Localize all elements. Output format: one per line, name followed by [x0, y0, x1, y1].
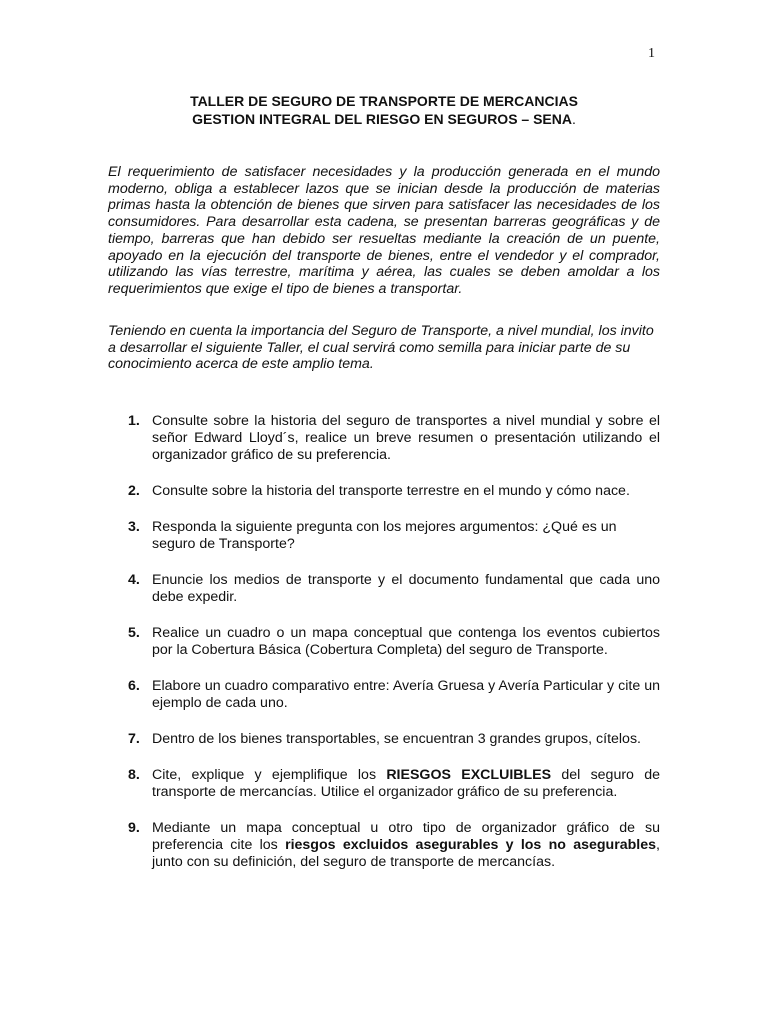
item-text-pre: Mediante un mapa conceptual u otro tipo de organizador gráfico de su preferencia cite los — [152, 820, 660, 853]
item-text-bold: riesgos excluidos asegurables y los no asegurables — [285, 837, 657, 853]
item-text-post: del seguro de transporte de mercancías. Utilice el organizador gráfico de su preferencia. — [152, 767, 660, 800]
list-item — [108, 820, 660, 871]
item-text — [152, 767, 660, 800]
item-text: Consulte sobre la historia del seguro de transportes a nivel mundial y sobre el señor Edward Lloyd´s, realice un breve resumen o presentación utilizando el organizador gráfico de su preferencia. — [152, 413, 660, 463]
title-line-1: TALLER DE SEGURO DE TRANSPORTE DE MERCANCIAS — [190, 93, 578, 109]
item-text: Responda la siguiente pregunta con los mejores argumentos: ¿Qué es un seguro de Transporte? — [152, 519, 617, 552]
list-item — [108, 413, 660, 464]
list-item — [108, 519, 660, 553]
item-number: 1. — [128, 413, 140, 429]
list-item — [108, 731, 660, 748]
list-item — [108, 483, 660, 500]
item-text: Consulte sobre la historia del transporte terrestre en el mundo y cómo nace. — [152, 483, 630, 499]
document-title — [0, 92, 768, 128]
item-number: 6. — [128, 678, 140, 694]
item-text: Realice un cuadro o un mapa conceptual que contenga los eventos cubiertos por la Cobertura Básica (Cobertura Completa) del seguro de Transporte. — [152, 625, 660, 658]
item-text: Dentro de los bienes transportables, se encuentran 3 grandes grupos, cítelos. — [152, 731, 641, 747]
item-text: Enuncie los medios de transporte y el documento fundamental que cada uno debe expedir. — [152, 572, 660, 605]
item-number: 2. — [128, 483, 140, 499]
intro-paragraph-1: El requerimiento de satisfacer necesidades y la producción generada en el mundo moderno, obliga a establecer lazos que se inician desde la producción de materias primas hasta la obtención de bienes que sirven para satisfacer las necesidades de los consumidores. Para desarrollar esta cadena, se presentan barreras geográficas y de tiempo, barreras que han debido ser resueltas mediante la creación de un puente, apoyado en la ejecución del transporte de bienes, entre el vendedor y el comprador, utilizando las vías terrestre, marítima y aérea, las cuales se deben amoldar a los requerimientos que exige el tipo de bienes a transportar. — [108, 164, 660, 297]
page-number: 1 — [648, 46, 655, 61]
item-number: 5. — [128, 625, 140, 641]
title-line-2-main: GESTION INTEGRAL DEL RIESGO EN SEGUROS – SENA — [192, 111, 572, 127]
item-text: Elabore un cuadro comparativo entre: Avería Gruesa y Avería Particular y cite un ejemplo de cada uno. — [152, 678, 660, 711]
item-number: 4. — [128, 572, 140, 588]
item-number: 7. — [128, 731, 140, 747]
intro-paragraph-2: Teniendo en cuenta la importancia del Seguro de Transporte, a nivel mundial, los invito a desarrollar el siguiente Taller, el cual servirá como semilla para iniciar parte de su conocimiento acerca de este amplio tema. — [108, 323, 654, 373]
list-item — [108, 572, 660, 606]
title-line-2-period: . — [572, 111, 576, 127]
item-text-bold: RIESGOS EXCLUIBLES — [386, 767, 552, 783]
item-text-post: , junto con su definición, del seguro de transporte de mercancías. — [152, 837, 660, 870]
item-text-pre: Cite, explique y ejemplifique los — [152, 767, 387, 783]
item-number: 9. — [128, 820, 140, 836]
item-text — [152, 820, 660, 870]
list-item — [108, 625, 660, 659]
title-line-2 — [0, 110, 768, 128]
item-number: 8. — [128, 767, 140, 783]
list-item — [108, 767, 660, 801]
task-list — [108, 413, 660, 890]
item-number: 3. — [128, 519, 140, 535]
list-item — [108, 678, 660, 712]
